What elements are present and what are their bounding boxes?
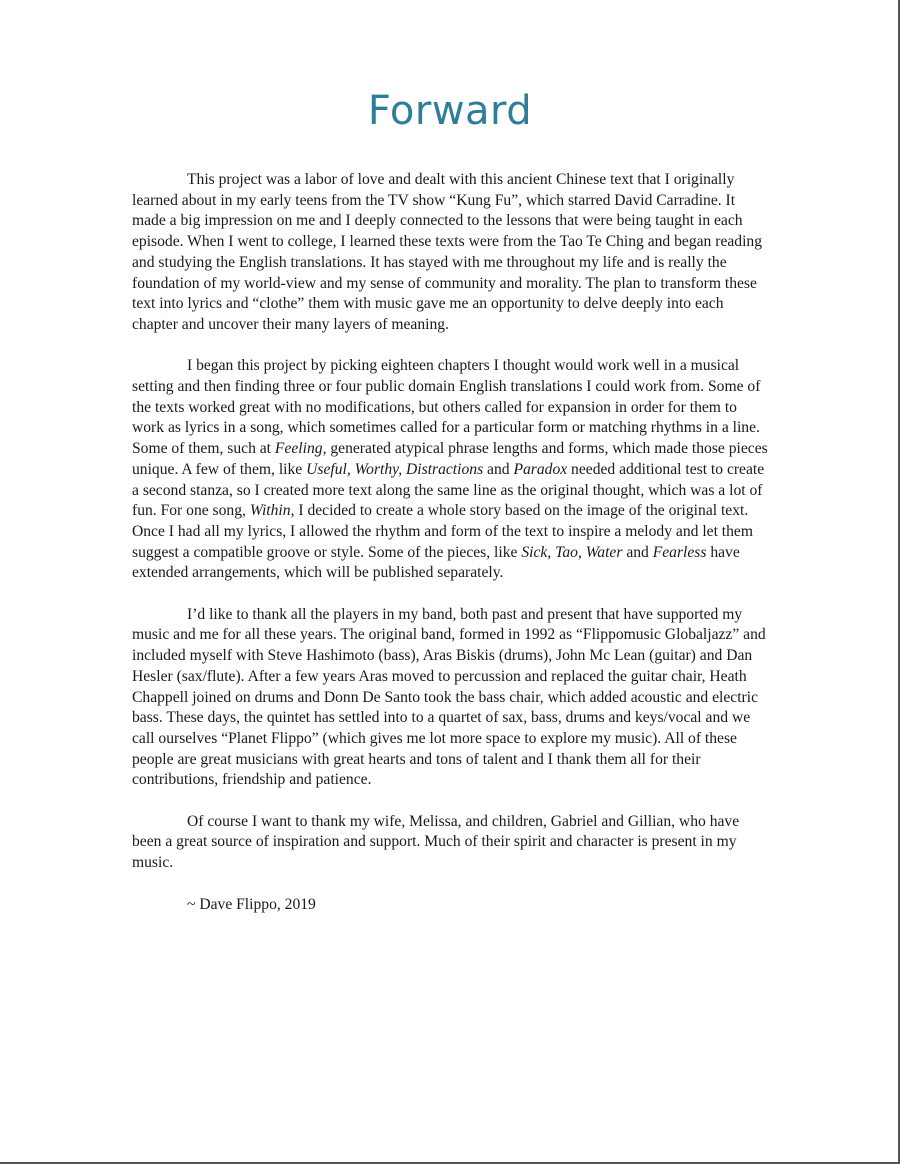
paragraph-text: , generated atypical phrase lengths and forms, which made those pieces unique. A few of them, like xyxy=(132,440,768,478)
paragraphs xyxy=(132,170,772,874)
paragraph-text: Of course I want to thank my wife, Melissa, and children, Gabriel and Gillian, who have been a great source of inspiration and support. Much of their spirit and character is present in my music. xyxy=(132,812,740,872)
paragraph-text: , I decided to create a whole story based on the image of the original text. Once I had all my lyrics, I allowed the rhythm and form of the text to inspire a melody and let them suggest a compatible groove or style. Some of the pieces, like xyxy=(132,502,753,561)
paragraph-text: , xyxy=(547,543,556,561)
signature: ~ Dave Flippo, 2019 xyxy=(187,895,316,913)
paragraph-text: have extended arrangements, which will be published separately. xyxy=(132,543,740,582)
paragraph-text: I’d like to thank all the players in my band, both past and present that have supported my music and me for all these years. The original band, formed in 1992 as “Flippomusic Globaljazz” and included myself with Steve Hashimoto (bass), Aras Biskis (drums), John Mc Lean (guitar) and Dan Hesler (sax/flute). After a few years Aras moved to percussion and replaced the guitar chair, Heath Chappell joined on drums and Donn De Santo took the bass chair, which added acoustic and electric bass. These days, the quintet has settled into to a quartet of sax, bass, drums and keys/vocal and we call ourselves “Planet Flippo” (which gives me lot more space to explore my music). All of these people are great musicians with great hearts and tons of talent and I thank them all for their contributions, friendship and patience. xyxy=(132,605,766,789)
italic-title: Within xyxy=(249,502,291,520)
body-text xyxy=(132,170,772,915)
paragraph xyxy=(132,170,772,336)
italic-title: Useful, Worthy, Distractions xyxy=(306,460,484,478)
paragraph-text: and xyxy=(622,543,653,561)
paragraph xyxy=(132,356,772,584)
paragraph-text: , xyxy=(577,543,586,561)
italic-title: Feeling xyxy=(274,440,323,458)
paragraph xyxy=(132,812,772,874)
paragraph-text: I began this project by picking eighteen chapters I thought would work well in a musical setting and then finding three or four public domain English translations I could work from. Some of the texts worked great with no modifications, but others called for expansion in order for them to work as lyrics in a song, which sometimes called for a particular form or matching rhythms in a line. Some of them, such at xyxy=(132,357,761,458)
paragraph-text: This project was a labor of love and dealt with this ancient Chinese text that I originally learned about in my early teens from the TV show “Kung Fu”, which starred David Carradine. It made a big impression on me and I deeply connected to the lessons that were being taught in each episode. When I went to college, I learned these texts were from the Tao Te Ching and began reading and studying the English translations. It has stayed with me throughout my life and is really the foundation of my world-view and my sense of community and morality. The plan to transform these text into lyrics and “clothe” them with music gave me an opportunity to delve deeply into each chapter and uncover their many layers of meaning. xyxy=(132,171,763,333)
italic-title: Tao xyxy=(555,543,578,561)
paragraph-text: and xyxy=(483,460,514,478)
italic-title: Fearless xyxy=(652,543,707,561)
italic-title: Sick xyxy=(521,543,548,561)
paragraph-text: needed additional test to create a second stanza, so I created more text along the same line as the original thought, which was a lot of fun. For one song, xyxy=(132,460,765,520)
italic-title: Water xyxy=(585,543,623,561)
italic-title: Paradox xyxy=(513,460,568,478)
page-title: Forward xyxy=(367,88,533,134)
paragraph xyxy=(132,605,772,791)
